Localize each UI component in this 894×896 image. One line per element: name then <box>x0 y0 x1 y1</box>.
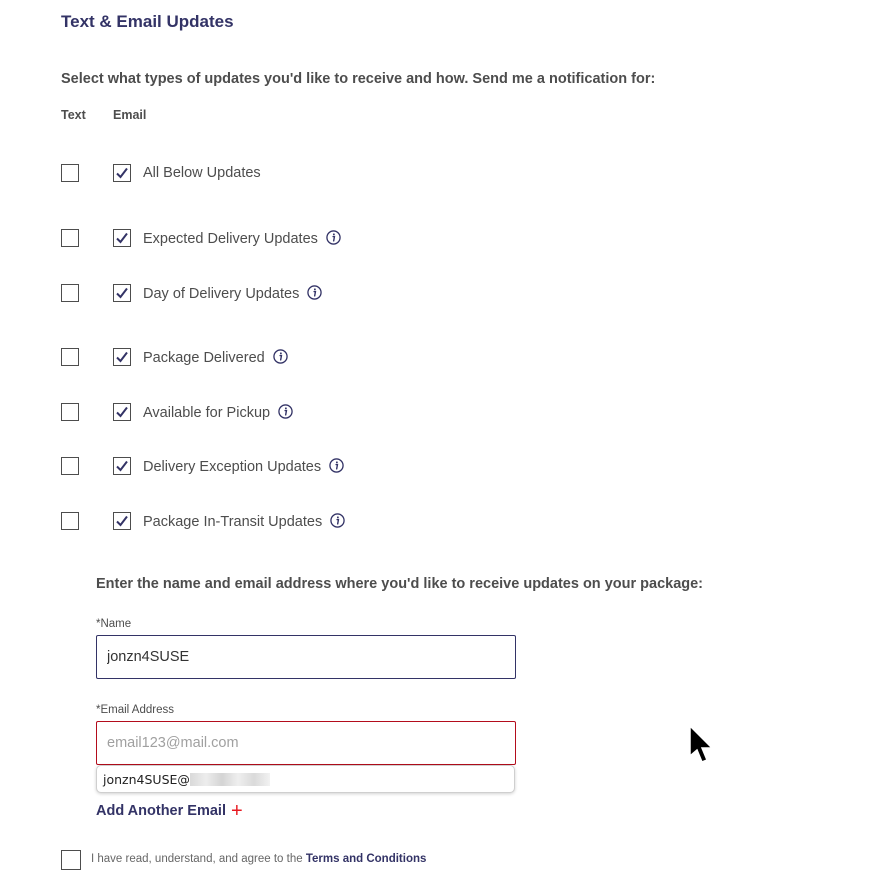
redacted-region <box>190 773 270 786</box>
email-label: *Email Address <box>96 704 174 716</box>
terms-link[interactable]: Terms and Conditions <box>305 853 427 865</box>
intro-text: Select what types of updates you'd like to receive and how. Send me a notification for: <box>61 71 656 87</box>
info-icon[interactable] <box>329 458 344 473</box>
option-row <box>0 284 894 306</box>
info-icon[interactable] <box>278 404 293 419</box>
option-label-text: All Below Updates <box>143 165 261 181</box>
terms-statement: I have read, understand, and agree to the <box>91 853 303 865</box>
option-label <box>143 230 341 247</box>
option-row <box>0 403 894 425</box>
option-label <box>143 458 344 475</box>
plus-icon: + <box>230 800 243 822</box>
column-header-email: Email <box>113 108 147 122</box>
page-title: Text & Email Updates <box>61 12 234 31</box>
text-checkbox[interactable] <box>61 512 79 530</box>
name-label: *Name <box>96 618 132 630</box>
email-checkbox[interactable] <box>113 512 131 530</box>
email-checkbox[interactable] <box>113 284 131 302</box>
option-label-text: Available for Pickup <box>143 405 271 421</box>
email-checkbox[interactable] <box>113 403 131 421</box>
option-label-text: Expected Delivery Updates <box>143 231 318 247</box>
name-input[interactable] <box>96 635 516 679</box>
option-label <box>143 349 288 366</box>
add-another-email-label: Add Another Email <box>96 803 226 819</box>
text-checkbox[interactable] <box>61 164 79 182</box>
email-input[interactable] <box>96 721 516 765</box>
text-checkbox[interactable] <box>61 348 79 366</box>
recipient-heading: Enter the name and email address where you'd like to receive updates on your package: <box>96 576 704 592</box>
column-header-text: Text <box>61 108 86 122</box>
email-checkbox[interactable] <box>113 348 131 366</box>
option-label-text: Package Delivered <box>143 350 265 366</box>
mouse-cursor-icon <box>689 725 715 765</box>
info-icon[interactable] <box>307 285 322 300</box>
option-row <box>0 512 894 534</box>
text-checkbox[interactable] <box>61 284 79 302</box>
option-label-text: Package In-Transit Updates <box>143 514 323 530</box>
info-icon[interactable] <box>326 230 341 245</box>
email-checkbox[interactable] <box>113 164 131 182</box>
option-row <box>0 164 894 186</box>
option-label <box>143 513 345 530</box>
terms-text <box>91 853 426 865</box>
option-row <box>0 348 894 370</box>
email-checkbox[interactable] <box>113 229 131 247</box>
add-another-email-link[interactable] <box>96 800 243 823</box>
email-autofill-suggestion[interactable] <box>96 765 515 793</box>
text-checkbox[interactable] <box>61 457 79 475</box>
text-checkbox[interactable] <box>61 403 79 421</box>
info-icon[interactable] <box>273 349 288 364</box>
option-label-text: Day of Delivery Updates <box>143 286 300 302</box>
option-row <box>0 457 894 479</box>
info-icon[interactable] <box>330 513 345 528</box>
option-label <box>143 285 322 302</box>
terms-checkbox[interactable] <box>61 850 81 870</box>
option-label <box>143 404 293 421</box>
autofill-suggestion-text: jonzn4SUSE@ <box>103 772 190 787</box>
option-label <box>143 165 261 181</box>
email-checkbox[interactable] <box>113 457 131 475</box>
option-row <box>0 229 894 251</box>
text-checkbox[interactable] <box>61 229 79 247</box>
option-label-text: Delivery Exception Updates <box>143 459 322 475</box>
